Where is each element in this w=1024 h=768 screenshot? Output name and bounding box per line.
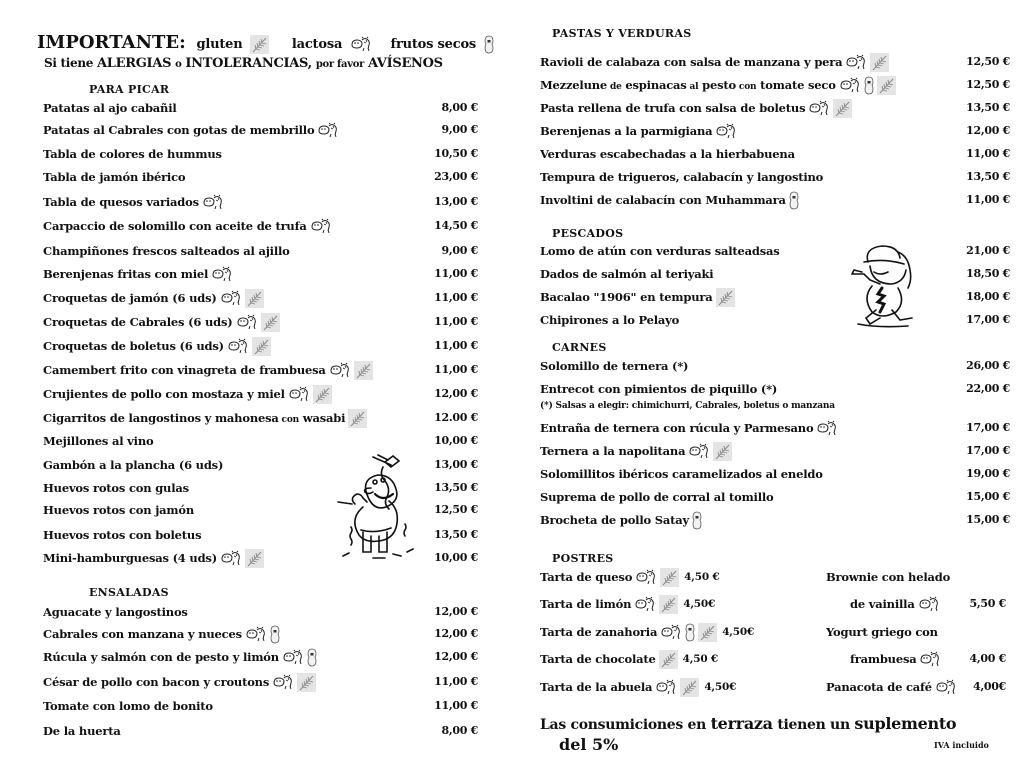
dessert-item: Panacota de café <box>826 677 957 697</box>
item-price: 11,00 € <box>434 315 478 328</box>
item-price: 12,00 € <box>434 387 478 400</box>
menu-item <box>43 696 213 716</box>
wheat-icon <box>245 289 264 308</box>
item-name: Dados de salmón al teriyaki <box>540 267 714 281</box>
cow-icon <box>635 569 657 585</box>
menu-item <box>43 672 316 692</box>
frutos-secos-label: frutos secos <box>390 37 477 52</box>
warning-text: Si tiene <box>44 56 94 70</box>
menu-item <box>43 98 177 118</box>
terraza-text-b: terraza <box>710 714 773 733</box>
item-name: Crujientes de pollo con mostaza y miel <box>43 387 285 401</box>
menu-item <box>540 264 713 284</box>
item-price: 4,50€ <box>683 598 716 610</box>
wheat-icon <box>313 385 332 404</box>
item-price: 11,00 € <box>434 363 478 376</box>
salsas-note: (*) Salsas a elegir: chimichurri, Cabrales, boletus o manzana <box>540 401 835 411</box>
item-name: Verduras escabechadas a la hierbabuena <box>540 147 795 161</box>
nut-icon <box>692 511 702 530</box>
menu-item <box>540 356 688 376</box>
item-price: 17,00 € <box>966 313 1010 326</box>
cow-icon <box>272 674 294 690</box>
cow-icon <box>845 54 867 70</box>
menu-item <box>43 167 185 187</box>
nut-icon <box>685 623 695 642</box>
item-name: Brocheta de pollo Satay <box>540 513 689 527</box>
item-price: 22,00 € <box>966 382 1010 395</box>
menu-item <box>540 441 732 461</box>
item-price: 13,00 € <box>434 195 478 208</box>
item-price: 4,00 € <box>969 652 1006 665</box>
nut-icon <box>270 625 280 644</box>
terraza-text-a: Las consumiciones en <box>540 717 707 733</box>
wheat-icon <box>870 53 889 72</box>
item-name: Carpaccio de solomillo con aceite de trufa <box>43 219 307 233</box>
dessert-item <box>540 594 715 614</box>
item-price: 13,50 € <box>966 170 1010 183</box>
menu-item <box>540 510 702 530</box>
cow-icon <box>688 443 710 459</box>
cow-icon <box>310 218 332 234</box>
item-name: Champiñones frescos salteados al ajillo <box>43 244 290 258</box>
item-price: 4,50€ <box>704 681 737 693</box>
wheat-icon <box>660 568 679 587</box>
item-price: 11,00 € <box>434 699 478 712</box>
item-name: Cabrales con manzana y nueces <box>43 627 242 641</box>
item-name: Tarta de zanahoria <box>540 625 658 639</box>
menu-item <box>540 310 679 330</box>
menu-item <box>540 121 737 141</box>
menu-item <box>43 602 188 622</box>
item-price: 12,50 € <box>966 78 1010 91</box>
item-name: César de pollo con bacon y croutons <box>43 675 270 689</box>
allergy-warning <box>44 56 443 71</box>
wheat-icon <box>261 313 280 332</box>
item-price: 11,00 € <box>966 147 1010 160</box>
cow-icon <box>839 77 861 93</box>
nut-icon <box>789 191 799 210</box>
cow-icon <box>918 596 940 612</box>
item-price: 13,00 € <box>434 458 478 471</box>
cow-icon <box>660 624 682 640</box>
item-name: Tabla de colores de hummus <box>43 147 222 161</box>
item-name: Mini-hamburguesas (4 uds) <box>43 551 217 565</box>
item-name: Patatas al Cabrales con gotas de membrillo <box>43 123 315 137</box>
menu-item <box>43 500 194 520</box>
item-price: 15,00 € <box>966 513 1010 526</box>
wheat-icon <box>297 673 316 692</box>
item-price: 12,00 € <box>966 124 1010 137</box>
item-name: Tomate con lomo de bonito <box>43 699 213 713</box>
menu-item <box>540 52 889 72</box>
item-price: 10,00 € <box>434 434 478 447</box>
dessert-item <box>540 567 720 587</box>
item-name: De la huerta <box>43 724 121 738</box>
item-name: Entraña de ternera con rúcula y Parmesano <box>540 421 814 435</box>
item-name: Tarta de queso <box>540 570 633 584</box>
item-name: Ternera a la napolitana <box>540 444 686 458</box>
item-name: Chipirones a lo Pelayo <box>540 313 680 327</box>
menu-item <box>540 487 774 507</box>
wheat-icon <box>250 35 269 54</box>
menu-item <box>43 721 121 741</box>
menu-item <box>43 312 280 332</box>
iva-note: IVA incluido <box>934 740 989 750</box>
item-name: Solomillo de ternera (*) <box>540 359 689 373</box>
menu-item <box>540 75 896 95</box>
item-name: Solomillitos ibéricos caramelizados al eneldo <box>540 467 823 481</box>
wheat-icon <box>680 678 699 697</box>
item-price: 15,00 € <box>966 490 1010 503</box>
cow-icon <box>634 596 656 612</box>
menu-item <box>540 190 799 210</box>
wheat-icon <box>877 76 896 95</box>
terraza-text-d: suplemento <box>854 714 957 733</box>
menu-item <box>540 379 777 399</box>
right-page <box>512 0 1024 768</box>
section-title-pastas-verduras: PASTAS Y VERDURAS <box>552 27 692 40</box>
item-name: Aguacate y langostinos <box>43 605 188 619</box>
cow-icon <box>227 338 249 354</box>
cartoon-walking-illustration <box>848 244 923 329</box>
wheat-icon <box>659 650 678 669</box>
cow-icon <box>211 266 233 282</box>
cow-icon <box>317 122 339 138</box>
nut-icon <box>864 76 874 95</box>
cow-icon <box>816 420 838 436</box>
importante-label: IMPORTANTE: <box>37 32 186 53</box>
item-price: 18,50 € <box>966 267 1010 280</box>
item-price: 13,50 € <box>434 528 478 541</box>
terraza-percentage: del 5% <box>559 735 619 754</box>
cow-icon <box>220 550 242 566</box>
item-name: Tabla de quesos variados <box>43 195 199 209</box>
section-title-postres: POSTRES <box>552 552 614 565</box>
menu-item <box>43 647 317 667</box>
item-price: 11,00 € <box>434 339 478 352</box>
item-name: Pasta rellena de trufa con salsa de boletus <box>540 101 806 115</box>
item-name: Patatas al ajo cabañil <box>43 101 177 115</box>
cow-icon <box>350 36 372 52</box>
cow-icon <box>808 100 830 116</box>
wheat-icon <box>245 549 264 568</box>
menu-item <box>43 192 224 212</box>
warning-avisenos: AVÍSENOS <box>367 56 443 71</box>
item-price: 17,00 € <box>966 421 1010 434</box>
item-name: Tarta de chocolate <box>540 652 656 666</box>
wheat-icon <box>354 361 373 380</box>
menu-item <box>540 144 795 164</box>
cow-icon <box>329 362 351 378</box>
gluten-label: gluten <box>196 37 243 52</box>
item-name: Rúcula y salmón con de pesto y limón <box>43 650 279 664</box>
item-price: 11,00 € <box>434 675 478 688</box>
menu-item <box>43 120 339 140</box>
item-price: 4,00€ <box>973 680 1006 693</box>
menu-item <box>540 464 823 484</box>
item-name: Croquetas de jamón (6 uds) <box>43 291 217 305</box>
menu-item <box>43 360 373 380</box>
menu-item <box>43 624 280 644</box>
menu-item <box>43 144 222 164</box>
item-name: Berenjenas fritas con miel <box>43 267 209 281</box>
item-name: Tempura de trigueros, calabacín y langostino <box>540 170 824 184</box>
item-price: 4,50 € <box>684 571 720 583</box>
warning-o: o <box>175 59 182 70</box>
cow-icon <box>715 123 737 139</box>
menu-item <box>540 241 780 261</box>
menu-item <box>43 408 367 428</box>
menu-item <box>540 167 823 187</box>
item-name: Croquetas de Cabrales (6 uds) <box>43 315 233 329</box>
item-name: Tabla de jamón ibérico <box>43 170 186 184</box>
dessert-item <box>540 649 718 669</box>
menu-item <box>540 98 852 118</box>
item-name: Mezzelune de espinacas al pesto con tomate seco <box>540 78 836 92</box>
item-price: 12.00 € <box>434 411 478 424</box>
menu-item <box>43 288 264 308</box>
cow-icon <box>288 386 310 402</box>
item-name: Berenjenas a la parmigiana <box>540 124 713 138</box>
cow-icon <box>655 679 677 695</box>
cartoon-chef-illustration <box>333 452 428 562</box>
section-title-ensaladas: ENSALADAS <box>89 586 169 599</box>
item-price: 10,00 € <box>434 551 478 564</box>
item-price: 26,00 € <box>966 359 1010 372</box>
menu-item <box>43 241 290 261</box>
item-name: Gambón a la plancha (6 uds) <box>43 458 224 472</box>
wheat-icon <box>698 623 717 642</box>
item-price: 14,50 € <box>434 219 478 232</box>
item-price: 13,50 € <box>434 481 478 494</box>
item-price: 9,00 € <box>441 123 478 136</box>
wheat-icon <box>716 288 735 307</box>
item-price: 11,00 € <box>434 291 478 304</box>
item-price: 9,00 € <box>441 244 478 257</box>
item-price: 4,50€ <box>722 626 755 638</box>
item-name: Bacalao "1906" en tempura <box>540 290 713 304</box>
item-price: 21,00 € <box>966 244 1010 257</box>
menu-item <box>43 525 201 545</box>
menu-item <box>43 431 153 451</box>
dessert-item-cont: frambuesa <box>850 649 941 669</box>
cow-icon <box>245 626 267 642</box>
item-price: 8,00 € <box>441 724 478 737</box>
item-price: 10,50 € <box>434 147 478 160</box>
item-price: 12,50 € <box>434 503 478 516</box>
item-price: 17,00 € <box>966 444 1010 457</box>
item-name: Huevos rotos con gulas <box>43 481 189 495</box>
item-name: Involtini de calabacín con Muhammara <box>540 193 786 207</box>
wheat-icon <box>252 337 271 356</box>
nut-icon <box>484 35 494 54</box>
item-name: Camembert frito con vinagreta de frambuesa <box>43 363 326 377</box>
item-price: 19,00 € <box>966 467 1010 480</box>
item-name: Cigarritos de langostinos y mahonesa con wasabi <box>43 411 346 425</box>
wheat-icon <box>348 409 367 428</box>
allergy-notice-legend <box>37 32 494 54</box>
item-name: Lomo de atún con verduras salteadsas <box>540 244 780 258</box>
menu-item <box>43 336 271 356</box>
menu-item <box>43 384 332 404</box>
menu-item <box>43 264 233 284</box>
menu-item <box>540 418 838 438</box>
item-price: 11,00 € <box>434 267 478 280</box>
dessert-item: Yogurt griego con <box>826 625 938 639</box>
wheat-icon <box>833 99 852 118</box>
item-price: 4,50 € <box>682 653 718 665</box>
item-price: 23,00 € <box>434 170 478 183</box>
item-price: 8,00 € <box>441 101 478 114</box>
item-name: Entrecot con pimientos de piquillo (*) <box>540 382 778 396</box>
warning-por-favor: por favor <box>315 59 365 70</box>
section-title-pescados: PESCADOS <box>552 227 624 240</box>
wheat-icon <box>713 442 732 461</box>
item-name: Mejillones al vino <box>43 434 154 448</box>
warning-alergias: ALERGIAS <box>97 56 172 71</box>
terraza-notice <box>540 714 956 733</box>
menu-item <box>540 287 735 307</box>
item-price: 12,00 € <box>434 627 478 640</box>
dessert-item: Brownie con helado <box>826 570 951 584</box>
nut-icon <box>307 648 317 667</box>
item-price: 13,50 € <box>966 101 1010 114</box>
dessert-item <box>540 677 736 697</box>
lactosa-label: lactosa <box>291 37 343 52</box>
dessert-item <box>540 622 754 642</box>
cow-icon <box>202 194 224 210</box>
item-name: Croquetas de boletus (6 uds) <box>43 339 224 353</box>
cow-icon <box>935 679 957 695</box>
menu-item <box>43 216 332 236</box>
section-title-para-picar: PARA PICAR <box>89 83 170 96</box>
cow-icon <box>919 651 941 667</box>
item-price: 12,50 € <box>966 55 1010 68</box>
dessert-item-cont: de vainilla <box>850 594 940 614</box>
item-price: 12,00 € <box>434 605 478 618</box>
cow-icon <box>236 314 258 330</box>
item-price: 5,50 € <box>969 597 1006 610</box>
item-price: 12,00 € <box>434 650 478 663</box>
warning-intolerancias: INTOLERANCIAS, <box>185 56 312 71</box>
item-name: Tarta de limón <box>540 597 632 611</box>
item-name: Ravioli de calabaza con salsa de manzana y pera <box>540 55 843 69</box>
section-title-carnes: CARNES <box>552 341 607 354</box>
item-price: 18,00 € <box>966 290 1010 303</box>
item-name: Suprema de pollo de corral al tomillo <box>540 490 774 504</box>
item-price: 11,00 € <box>966 193 1010 206</box>
cow-icon <box>220 290 242 306</box>
menu-item <box>43 455 223 475</box>
item-name: Huevos rotos con boletus <box>43 528 202 542</box>
terraza-text-c: tienen un <box>777 717 850 733</box>
menu-item <box>43 478 189 498</box>
item-name: Tarta de la abuela <box>540 680 653 694</box>
menu-item <box>43 548 264 568</box>
item-name: Huevos rotos con jamón <box>43 503 195 517</box>
cow-icon <box>282 649 304 665</box>
wheat-icon <box>659 595 678 614</box>
